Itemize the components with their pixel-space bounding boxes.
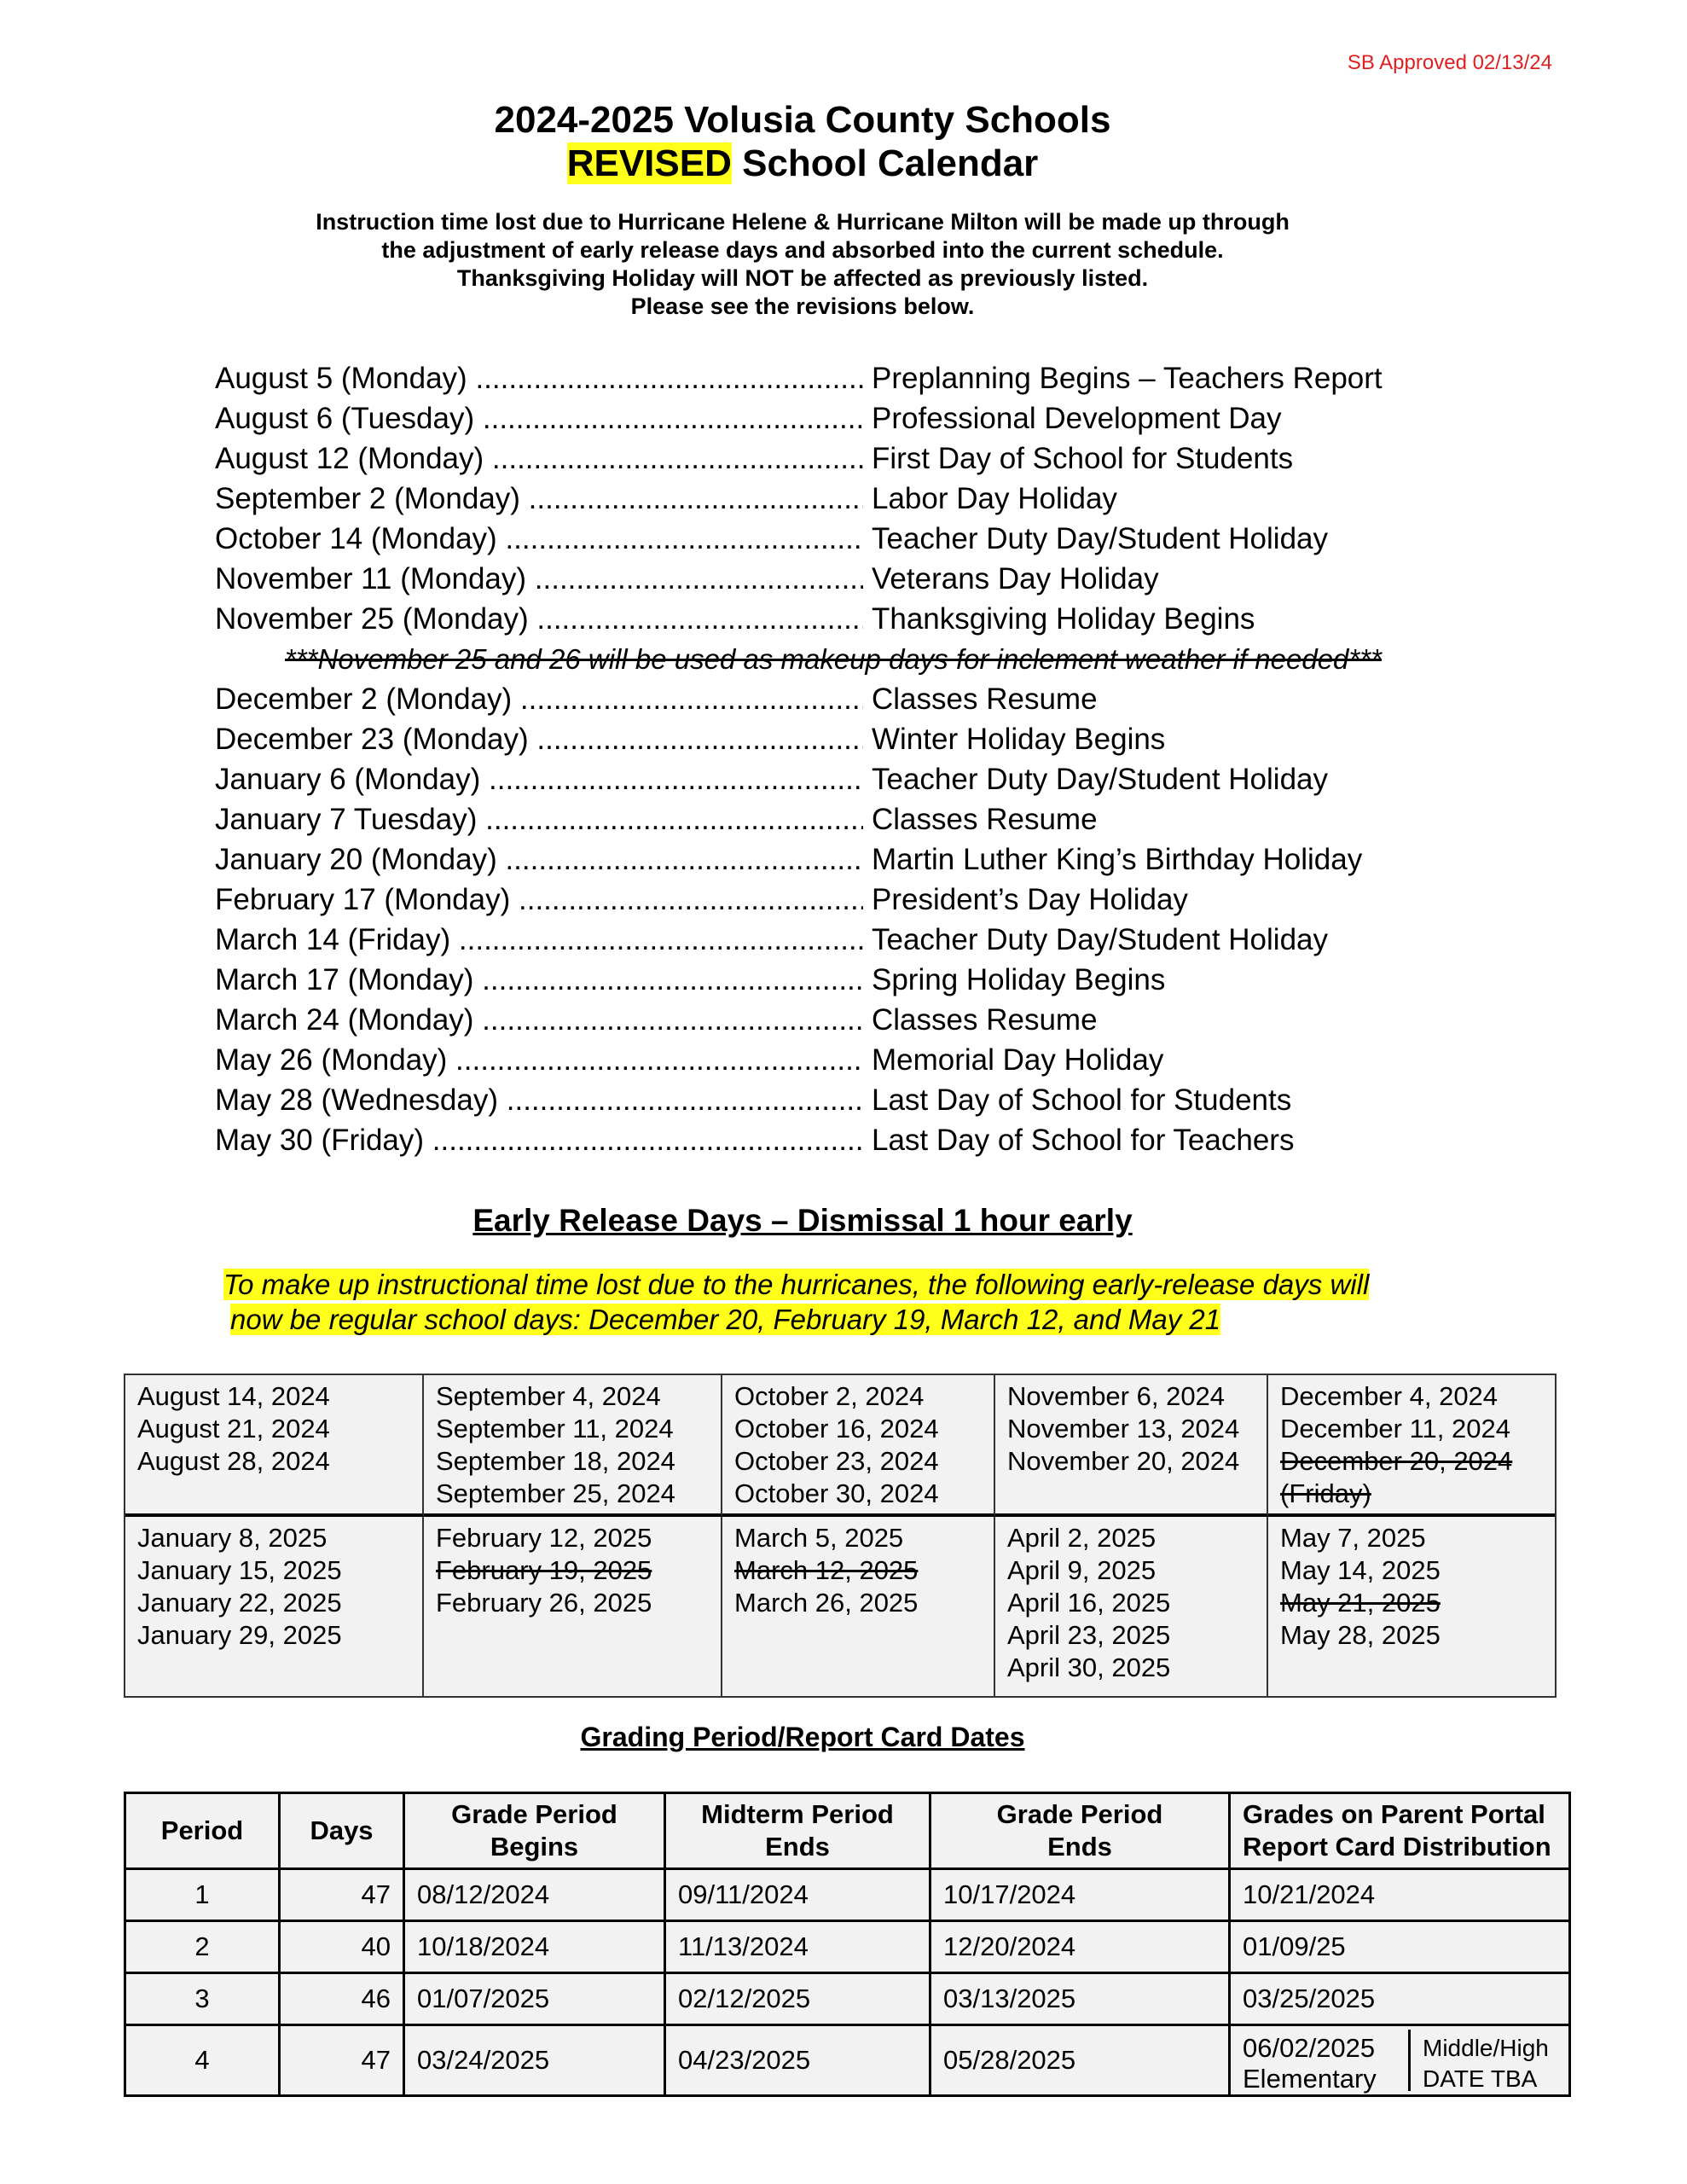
period-cell: 4 (125, 2025, 280, 2096)
date-cell: 09/11/2024 (665, 1869, 930, 1921)
days-cell: 40 (280, 1921, 404, 1973)
early-release-cell (995, 1375, 1268, 1517)
early-release-date: August 21, 2024 (137, 1414, 330, 1443)
event-description: President’s Day Holiday (872, 882, 1188, 916)
event-description: Classes Resume (872, 1002, 1098, 1037)
early-release-cell (125, 1375, 424, 1517)
date-cell: 04/23/2025 (665, 2025, 930, 2096)
calendar-event-row (215, 1040, 1494, 1080)
date-cell: 10/17/2024 (930, 1869, 1230, 1921)
early-release-date: September 4, 2024 (436, 1381, 661, 1411)
report-card-cell (1230, 2025, 1570, 2096)
early-release-date: May 28, 2025 (1280, 1620, 1441, 1650)
elementary-date: 06/02/2025 (1243, 2033, 1376, 2063)
calendar-event-row (215, 358, 1494, 398)
date-cell: 05/28/2025 (930, 2025, 1230, 2096)
date-cell: 08/12/2024 (404, 1869, 665, 1921)
event-date: January 6 (Monday) ..... (215, 763, 863, 797)
calendar-event-row (215, 920, 1494, 960)
early-release-date: September 25, 2024 (436, 1478, 675, 1508)
event-date: August 12 (Monday) ..... (215, 442, 863, 476)
early-release-date: January 22, 2025 (137, 1588, 342, 1618)
early-release-date: January 8, 2025 (137, 1523, 328, 1553)
event-description: Spring Holiday Begins (872, 962, 1166, 996)
early-release-date: May 21, 2025 (1280, 1588, 1441, 1618)
early-release-date: May 7, 2025 (1280, 1523, 1426, 1553)
event-description: Teacher Duty Day/Student Holiday (872, 762, 1328, 796)
date-cell: 11/13/2024 (665, 1921, 930, 1973)
early-release-date: March 12, 2025 (734, 1555, 919, 1585)
event-description: Martin Luther King’s Birthday Holiday (872, 842, 1363, 876)
event-date: January 7 Tuesday) ..... (215, 803, 863, 837)
table-row (125, 1869, 1570, 1921)
column-header: Period (125, 1793, 280, 1869)
makeup-days-note: ***November 25 and 26 will be used as makeup days for inclement weather if needed*** (285, 643, 1382, 675)
period-cell: 3 (125, 1973, 280, 2025)
early-release-cell (424, 1375, 722, 1517)
event-date: May 26 (Monday) ..... (215, 1043, 863, 1077)
early-release-date: April 30, 2025 (1007, 1653, 1171, 1682)
event-description: Memorial Day Holiday (872, 1043, 1164, 1077)
revised-highlight: REVISED (566, 142, 732, 184)
early-release-cell (722, 1375, 995, 1517)
calendar-event-row (215, 960, 1494, 1000)
date-cell: 10/18/2024 (404, 1921, 665, 1973)
event-date: December 2 (Monday) ..... (215, 682, 863, 717)
days-cell: 47 (280, 1869, 404, 1921)
event-date: November 11 (Monday) ..... (215, 562, 863, 596)
early-release-cell (424, 1517, 722, 1696)
event-date: February 17 (Monday) ..... (215, 883, 863, 917)
days-cell: 47 (280, 2025, 404, 2096)
column-header: Days (280, 1793, 404, 1869)
period-cell: 1 (125, 1869, 280, 1921)
revision-notice: Instruction time lost due to Hurricane Helene & Hurricane Milton will be made up through the adjustment of early release days and absorbed into the current schedule. Thanksgiving Holiday will NOT be affected as previously listed. Please see the revisions below. (316, 209, 1290, 319)
calendar-event-row (215, 1120, 1494, 1160)
report-card-cell: 03/25/2025 (1230, 1973, 1570, 2025)
event-description: Teacher Duty Day/Student Holiday (872, 521, 1328, 555)
column-header: Grades on Parent Portal Report Card Distribution (1230, 1793, 1570, 1869)
early-release-date: December 11, 2024 (1280, 1414, 1510, 1443)
days-cell: 46 (280, 1973, 404, 2025)
table-row (125, 1973, 1570, 2025)
date-cell: 03/13/2025 (930, 1973, 1230, 2025)
early-release-date: October 23, 2024 (734, 1446, 939, 1476)
early-release-date: September 18, 2024 (436, 1446, 675, 1476)
early-release-date: November 13, 2024 (1007, 1414, 1240, 1443)
report-card-cell: 01/09/25 (1230, 1921, 1570, 1973)
event-date: November 25 (Monday) ..... (215, 602, 863, 636)
early-release-notice: To make up instructional time lost due to the hurricanes, the following early-release days will now be regular school days: December 20, February 19, March 12, and May 21 (223, 1269, 1370, 1335)
early-release-cell (125, 1517, 424, 1696)
approval-stamp: SB Approved 02/13/24 (1347, 51, 1552, 74)
calendar-event-row (215, 439, 1494, 479)
event-description: Winter Holiday Begins (872, 722, 1166, 756)
event-description: Thanksgiving Holiday Begins (872, 601, 1255, 636)
early-release-cell (995, 1517, 1268, 1696)
calendar-event-row (215, 398, 1494, 439)
event-date: May 30 (Friday) ..... (215, 1124, 863, 1158)
report-card-cell: 10/21/2024 (1230, 1869, 1570, 1921)
calendar-event-row (215, 719, 1494, 759)
calendar-event-row (215, 759, 1494, 799)
date-cell: 03/24/2025 (404, 2025, 665, 2096)
column-header: Grade Period Ends (930, 1793, 1230, 1869)
event-date: March 14 (Friday) ..... (215, 923, 863, 957)
calendar-event-row (215, 1000, 1494, 1040)
elementary-label: Elementary (1243, 2064, 1377, 2094)
column-header: Midterm Period Ends (665, 1793, 930, 1869)
calendar-event-row (215, 599, 1494, 639)
early-release-cell (1268, 1517, 1555, 1696)
early-release-date: November 6, 2024 (1007, 1381, 1226, 1411)
early-release-date: April 23, 2025 (1007, 1620, 1171, 1650)
early-release-date: September 11, 2024 (436, 1414, 674, 1443)
grading-heading: Grading Period/Report Card Dates (580, 1722, 1025, 1752)
event-date: March 17 (Monday) ..... (215, 963, 863, 997)
early-release-date: April 2, 2025 (1007, 1523, 1157, 1553)
early-release-date: October 2, 2024 (734, 1381, 925, 1411)
event-date: January 20 (Monday) ..... (215, 843, 863, 877)
event-date: October 14 (Monday) ..... (215, 522, 863, 556)
early-release-date: October 16, 2024 (734, 1414, 939, 1443)
calendar-event-row (215, 880, 1494, 920)
page-title: 2024-2025 Volusia County Schools (494, 99, 1111, 141)
early-release-date: (Friday) (1280, 1478, 1371, 1508)
event-description: Classes Resume (872, 682, 1098, 716)
early-release-cell (1268, 1375, 1555, 1517)
early-release-date: April 9, 2025 (1007, 1555, 1157, 1585)
event-description: Teacher Duty Day/Student Holiday (872, 922, 1328, 956)
early-release-date: December 4, 2024 (1280, 1381, 1499, 1411)
event-description: Labor Day Holiday (872, 481, 1117, 515)
early-release-date: March 5, 2025 (734, 1523, 904, 1553)
date-cell: 12/20/2024 (930, 1921, 1230, 1973)
calendar-event-row (215, 1080, 1494, 1120)
calendar-event-row (215, 839, 1494, 880)
early-release-date: November 20, 2024 (1007, 1446, 1240, 1476)
early-release-date: May 14, 2025 (1280, 1555, 1441, 1585)
event-description: Veterans Day Holiday (872, 561, 1159, 595)
page-subtitle: REVISED School Calendar (566, 142, 1039, 184)
early-release-date: February 12, 2025 (436, 1523, 652, 1553)
early-release-date: March 26, 2025 (734, 1588, 919, 1618)
early-release-date: April 16, 2025 (1007, 1588, 1171, 1618)
early-release-date: January 29, 2025 (137, 1620, 342, 1650)
calendar-events (215, 358, 1494, 1160)
event-date: December 23 (Monday) ..... (215, 723, 863, 757)
table-row (125, 1921, 1570, 1973)
calendar-event-row (215, 479, 1494, 519)
early-release-date: January 15, 2025 (137, 1555, 342, 1585)
early-release-cell (722, 1517, 995, 1696)
calendar-event-row (215, 519, 1494, 559)
early-release-table (124, 1374, 1557, 1698)
middle-high-label: Middle/High (1423, 2035, 1549, 2061)
calendar-event-row (215, 559, 1494, 599)
event-description: Last Day of School for Teachers (872, 1123, 1295, 1157)
period-cell: 2 (125, 1921, 280, 1973)
event-description: Preplanning Begins – Teachers Report (872, 361, 1383, 395)
calendar-event-row (215, 679, 1494, 719)
column-header: Grade Period Begins (404, 1793, 665, 1869)
event-date: August 6 (Tuesday) ..... (215, 402, 863, 436)
event-date: May 28 (Wednesday) ..... (215, 1083, 863, 1118)
early-release-date: August 28, 2024 (137, 1446, 330, 1476)
event-description: First Day of School for Students (872, 441, 1294, 475)
date-cell: 01/07/2025 (404, 1973, 665, 2025)
early-release-heading: Early Release Days – Dismissal 1 hour early (472, 1203, 1133, 1238)
early-release-date: February 19, 2025 (436, 1555, 652, 1585)
grading-table (124, 1792, 1571, 2097)
early-release-date: February 26, 2025 (436, 1588, 652, 1618)
event-description: Classes Resume (872, 802, 1098, 836)
table-row (125, 2025, 1570, 2096)
event-date: September 2 (Monday) ..... (215, 482, 863, 516)
early-release-date: October 30, 2024 (734, 1478, 939, 1508)
middle-high-date: DATE TBA (1423, 2065, 1538, 2092)
event-date: March 24 (Monday) ..... (215, 1003, 863, 1037)
calendar-event-row (215, 799, 1494, 839)
event-description: Professional Development Day (872, 401, 1282, 435)
date-cell: 02/12/2025 (665, 1973, 930, 2025)
event-description: Last Day of School for Students (872, 1083, 1292, 1117)
early-release-date: December 20, 2024 (1280, 1446, 1513, 1476)
early-release-date: August 14, 2024 (137, 1381, 330, 1411)
event-date: August 5 (Monday) ..... (215, 362, 863, 396)
